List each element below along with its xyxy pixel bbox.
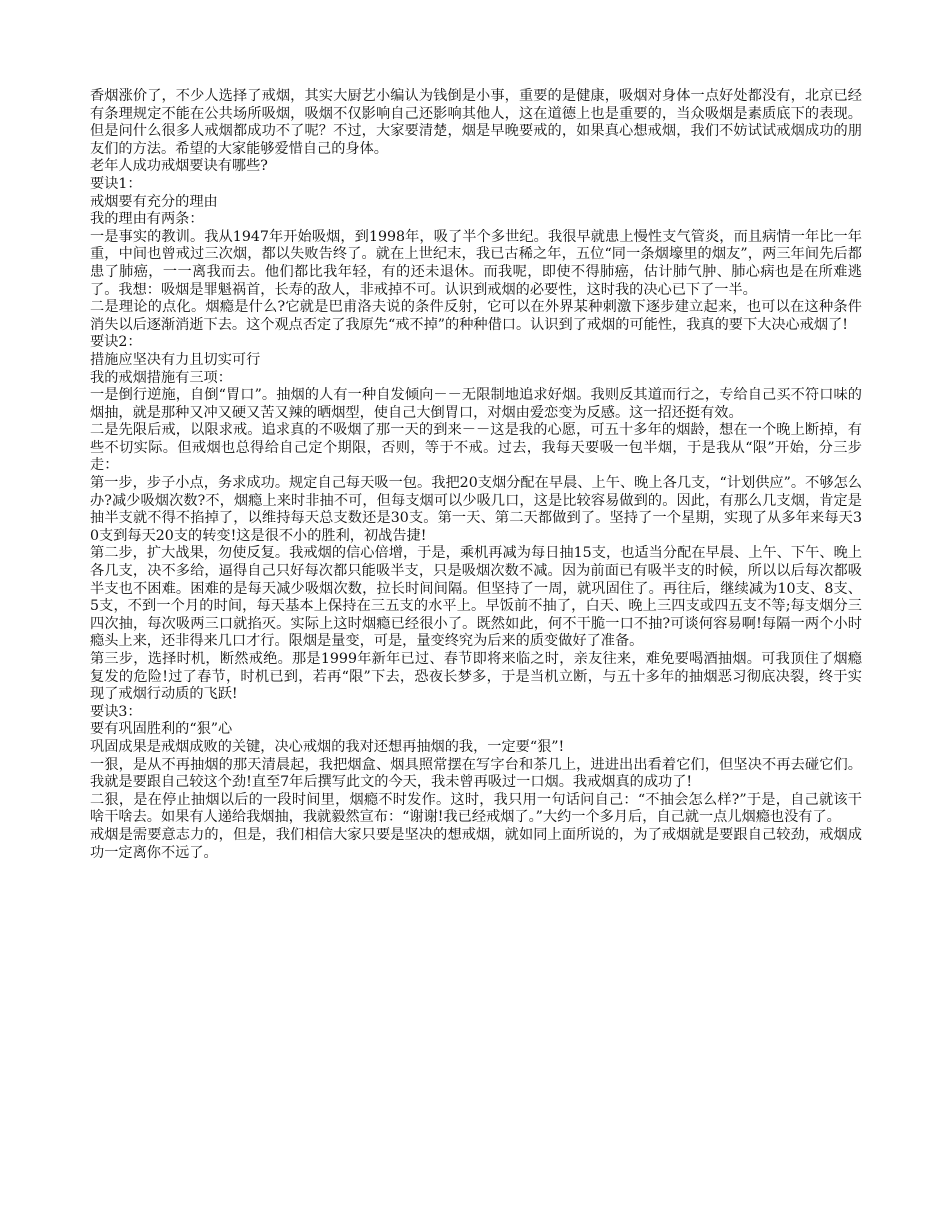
tip-1-reason-1: 一是事实的教训。我从1947年开始吸烟，到1998年，吸了半个多世纪。我很早就患上慢性支气管炎，而且病情一年比一年重，中间也曾戒过三次烟，都以失败告终了。就在上世纪末，我已古稀之年，五位“同一条烟壕里的烟友”，两三年间先后都患了肺癌，一一离我而去。他们都比我年轻，有的还未退休。而我呢，即使不得肺癌，估计肺气肿、肺心病也是在所难逃了。我想：吸烟是罪魁祸首，长寿的敌人，非戒掉不可。认识到戒烟的必要性，这时我的决心已下了一半。 [90,228,862,298]
tip-1-lead: 我的理由有两条： [90,211,204,228]
tip-2-step-2: 第二步，扩大战果，勿使反复。我戒烟的信心倍增，于是，乘机再减为每日抽15支，也适当分配在早晨、上午、下午、晚上各几支，决不多给，逼得自己只好每次都只能吸半支，只是吸烟次数不减。因为前面已有吸半支的时候，所以以后每次都吸半支也不困难。困难的是每天减少吸烟次数，拉长时间间隔。但坚持了一周，就巩固住了。再往后，继续减为10支、8支、5支，不到一个月的时间，每天基本上保持在三五支的水平上。早饭前不抽了，白天、晚上三四支或四五支不等;每支烟分三四次抽，每次吸两三口就掐灭。实际上这时烟瘾已经很小了。既然如此，何不干脆一口不抽?可谈何容易啊!每隔一两个小时瘾头上来，还非得来几口才行。限烟是量变，可是，量变终究为后来的质变做好了准备。 [90,545,862,650]
tip-2-step-3: 第三步，选择时机，断然戒绝。那是1999年新年已过、春节即将来临之时，亲友往来，难免要喝酒抽烟。可我顶住了烟瘾复发的危险!过了春节，时机已到，若再“限”下去，恐夜长梦多，于是当机立断，与五十多年的抽烟恶习彻底决裂，终于实现了戒烟行动质的飞跃! [90,651,862,703]
tip-2-measure-2: 二是先限后戒，以限求戒。追求真的不吸烟了那一天的到来－－这是我的心愿，可五十多年的烟龄，想在一个晚上断掉，有些不切实际。但戒烟也总得给自己定个期限，否则，等于不戒。过去，我每天要吸一包半烟，于是我从“限”开始，分三步走： [90,422,862,474]
tip-3-point-2: 二狠，是在停止抽烟以后的一段时间里，烟瘾不时发作。这时，我只用一句话问自己：“不抽会怎么样?”于是，自己就该干啥干啥去。如果有人递给我烟抽，我就毅然宣布：“谢谢!我已经戒烟了。”大约一个多月后，自己就一点儿烟瘾也没有了。 [90,791,862,826]
tip-1-label: 要诀1： [90,175,142,192]
tip-2-lead: 我的戒烟措施有三项： [90,369,232,386]
tip-1-reason-2: 二是理论的点化。烟瘾是什么?它就是巴甫洛夫说的条件反射，它可以在外界某种刺激下逐步建立起来，也可以在这种条件消失以后逐渐消逝下去。这个观点否定了我原先“戒不掉”的种种借口。认识到了戒烟的可能性，我真的要下大决心戒烟了! [90,299,862,333]
tip-2-label: 要诀2： [90,334,142,351]
tip-3-lead: 巩固成果是戒烟成败的关键，决心戒烟的我对还想再抽烟的我，一定要“狠”! [90,738,565,755]
document-body [90,88,862,862]
tip-3-label: 要诀3： [90,703,142,720]
tip-2-step-1: 第一步，步子小点，务求成功。规定自己每天吸一包。我把20支烟分配在早晨、上午、晚上各几支，“计划供应”。不够怎么办?减少吸烟次数?不，烟瘾上来时非抽不可，但每支烟可以少吸几口，这是比较容易做到的。因此，有那么几支烟，肯定是抽半支就不得不掐掉了，以维持每天总支数还是30支。第一天、第二天都做到了。坚持了一个星期，实现了从多年来每天30支到每天20支的转变!这是很不小的胜利，初战告捷! [90,475,862,544]
question-heading: 老年人成功戒烟要诀有哪些? [90,158,268,175]
tip-3-point-1: 一狠，是从不再抽烟的那天清晨起，我把烟盒、烟具照常摆在写字台和茶几上，进进出出看着它们，但坚决不再去碰它们。我就是要跟自己较这个劲!直至7年后撰写此文的今天，我未曾再吸过一口烟。我戒烟真的成功了! [90,756,862,791]
tip-2-title: 措施应坚决有力且切实可行 [90,351,261,368]
tip-1-title: 戒烟要有充分的理由 [90,193,218,210]
intro-paragraph: 香烟涨价了，不少人选择了戒烟，其实大厨艺小编认为钱倒是小事，重要的是健康，吸烟对身体一点好处都没有，北京已经有条理规定不能在公共场所吸烟，吸烟不仅影响自己还影响其他人，这在道德上也是重要的，当众吸烟是素质底下的表现。但是问什么很多人戒烟都成功不了呢？不过，大家要清楚，烟是早晚要戒的，如果真心想戒烟，我们不妨试试戒烟成功的朋友们的方法。希望的大家能够爱惜自己的身体。 [90,88,862,157]
tip-3-title: 要有巩固胜利的“狠”心 [90,721,233,738]
conclusion-paragraph: 戒烟是需要意志力的，但是，我们相信大家只要是坚决的想戒烟，就如同上面所说的，为了戒烟就是要跟自己较劲，戒烟成功一定离你不远了。 [90,826,862,861]
tip-2-measure-1: 一是倒行逆施，自倒“胃口”。抽烟的人有一种自发倾向－－无限制地追求好烟。我则反其道而行之，专给自己买不符口味的烟抽，就是那种又冲又硬又苦又辣的晒烟型，使自己大倒胃口，对烟由爱恋变为反感。这一招还挺有效。 [90,387,862,421]
